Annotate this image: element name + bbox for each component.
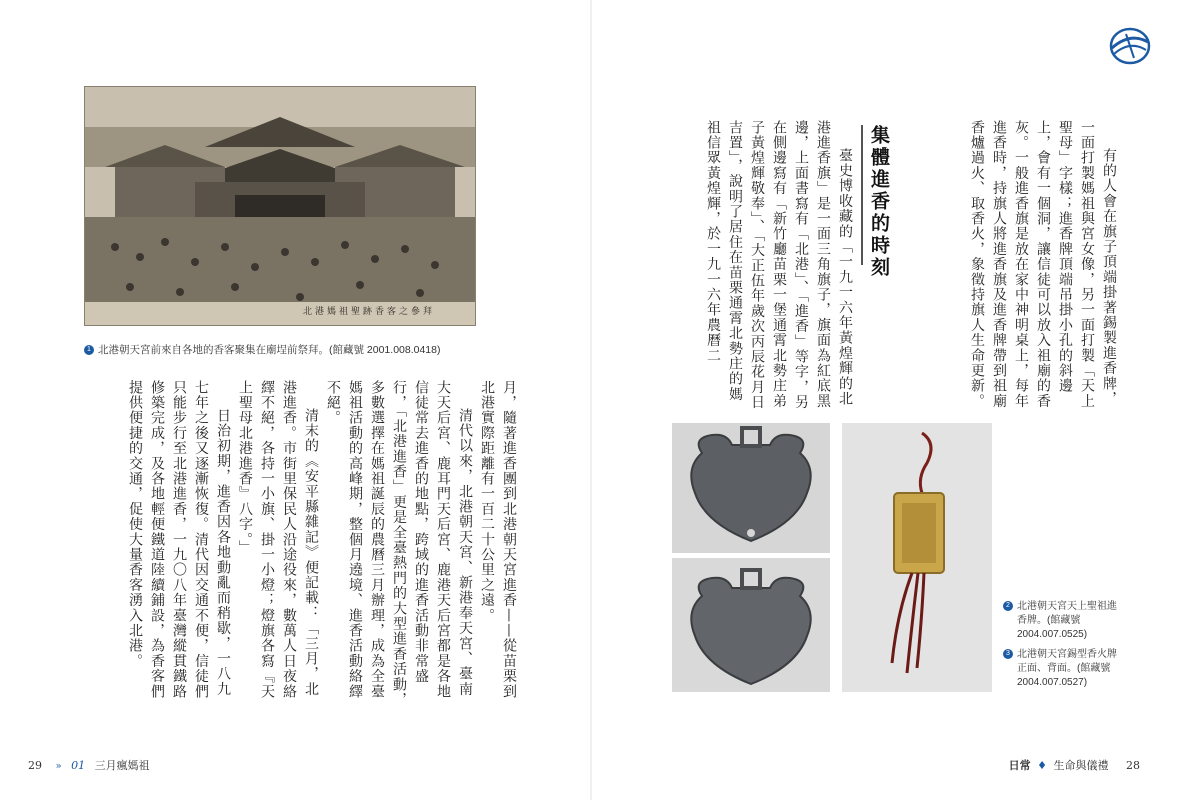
right-page-body-bottom xyxy=(668,120,856,410)
right-page-body-top xyxy=(880,120,1120,410)
left-page-body xyxy=(70,380,520,710)
photo-caption xyxy=(84,343,440,358)
page-gutter xyxy=(590,0,592,800)
caption-number-badge: 1 xyxy=(84,345,94,355)
chapter-number: 01 xyxy=(71,759,86,772)
section-name: 日常 xyxy=(1008,759,1031,772)
right-paragraph-1: 有的人會在旗子頂端掛著錫製進香牌，一面打製媽祖與宮女像，另一面打製「天上聖母」字樣；進香牌頂端吊掛小孔的斜邊上，會有一個洞，讓信徒可以放入祖廟的香灰。一般進香旗是放在家中神明桌上，每年進香時，持旗人將進香旗及進香牌帶到祖廟香爐過火、取香火，象徵持旗人生命更新。 xyxy=(969,120,1117,409)
plaque-caption-text: 北港朝天宮天上聖祖進香牌。(館藏號 2004.007.0525) xyxy=(1017,601,1117,640)
chevron-icon: » xyxy=(55,761,62,772)
photo-caption-text: 北港朝天宮前來自各地的香客聚集在廟埕前祭拜。(館藏號 2001.008.0418) xyxy=(98,344,441,356)
left-page-number: 29 xyxy=(28,759,42,772)
pendant-caption xyxy=(1003,648,1117,690)
photo-stamp-text: 北港媽祖聖跡香客之參拜 xyxy=(302,307,435,317)
caption-number-badge: 3 xyxy=(1003,649,1013,659)
diamond-icon: ♦ xyxy=(1037,759,1047,772)
chapter-title: 三月瘋媽祖 xyxy=(94,759,150,772)
temple-photo-drawing xyxy=(85,87,475,325)
tin-plaque-front-image xyxy=(672,423,830,553)
pendant-caption-text: 北港朝天宮錫型香火牌正面、背面。(館藏號 2004.007.0527) xyxy=(1017,649,1117,688)
plaque-front-drawing xyxy=(672,423,830,553)
section-subtitle: 生命與儀禮 xyxy=(1053,759,1109,772)
right-page-number: 28 xyxy=(1126,759,1140,772)
plaque-back-drawing xyxy=(672,558,830,692)
incense-pendant-image xyxy=(842,423,992,692)
heading-rule xyxy=(861,125,863,265)
caption-number-badge: 2 xyxy=(1003,601,1013,611)
left-paragraph-2: 清代以來，北港朝天宮、新港奉天宮、臺南大天后宮、鹿耳門天后宮、鹿港天后宮都是各地信徒常去進香的地點，跨域的進香活動非常盛行，「北港進香」更是全臺熱門的大型進香活動，多數選擇在媽祖誕辰的農曆三月辦理，成為全臺媽祖活動的高峰期，整個月遶境、進香活動絡繹不絕。 xyxy=(325,380,473,708)
museum-logo-icon xyxy=(1108,26,1152,66)
temple-photo xyxy=(84,86,476,326)
plaque-caption xyxy=(1003,600,1117,642)
pendant-drawing xyxy=(842,423,992,692)
section-heading: 集體進香的時刻 xyxy=(868,125,890,279)
left-footer xyxy=(28,757,150,773)
right-paragraph-2: 臺史博收藏的「一九一六年黃煌輝的北港進香旗」是一面三角旗子，旗面為紅底黑邊，上面書寫有「北港」、「進香」等字，另在側邊寫有「新竹廳苗栗一堡通霄北勢庄弟子黃煌輝敬奉」、「大正伍年歲次丙辰花月日吉置」，說明了居住在苗栗通霄北勢庄的媽祖信眾黃煌輝，於一九一六年農曆二 xyxy=(705,120,853,410)
right-footer xyxy=(1009,757,1140,773)
left-paragraph-1: 月，隨著進香團到北港朝天宮進香——從苗栗到北港實際距離有一百二十公里之遠。 xyxy=(479,380,517,700)
left-paragraph-4: 日治初期，進香因各地動亂而稍歇，一八九七年之後又逐漸恢復。清代因交通不便，信徒們只能步行至北港進香，一九〇八年臺灣縱貫鐵路修築完成，及各地輕便鐵道陸續鋪設，為香客們提供便捷的交通，促使大量香客湧入北港。 xyxy=(127,380,231,700)
left-paragraph-3: 清末的《安平縣雜記》便記載：「三月，北港進香。市街里保民人沿途役來，數萬人日夜絡繹不絕，各持一小旗、掛一小燈；燈旗各寫『天上聖母北港進香』八字。」 xyxy=(237,380,319,700)
tin-plaque-back-image xyxy=(672,558,830,692)
